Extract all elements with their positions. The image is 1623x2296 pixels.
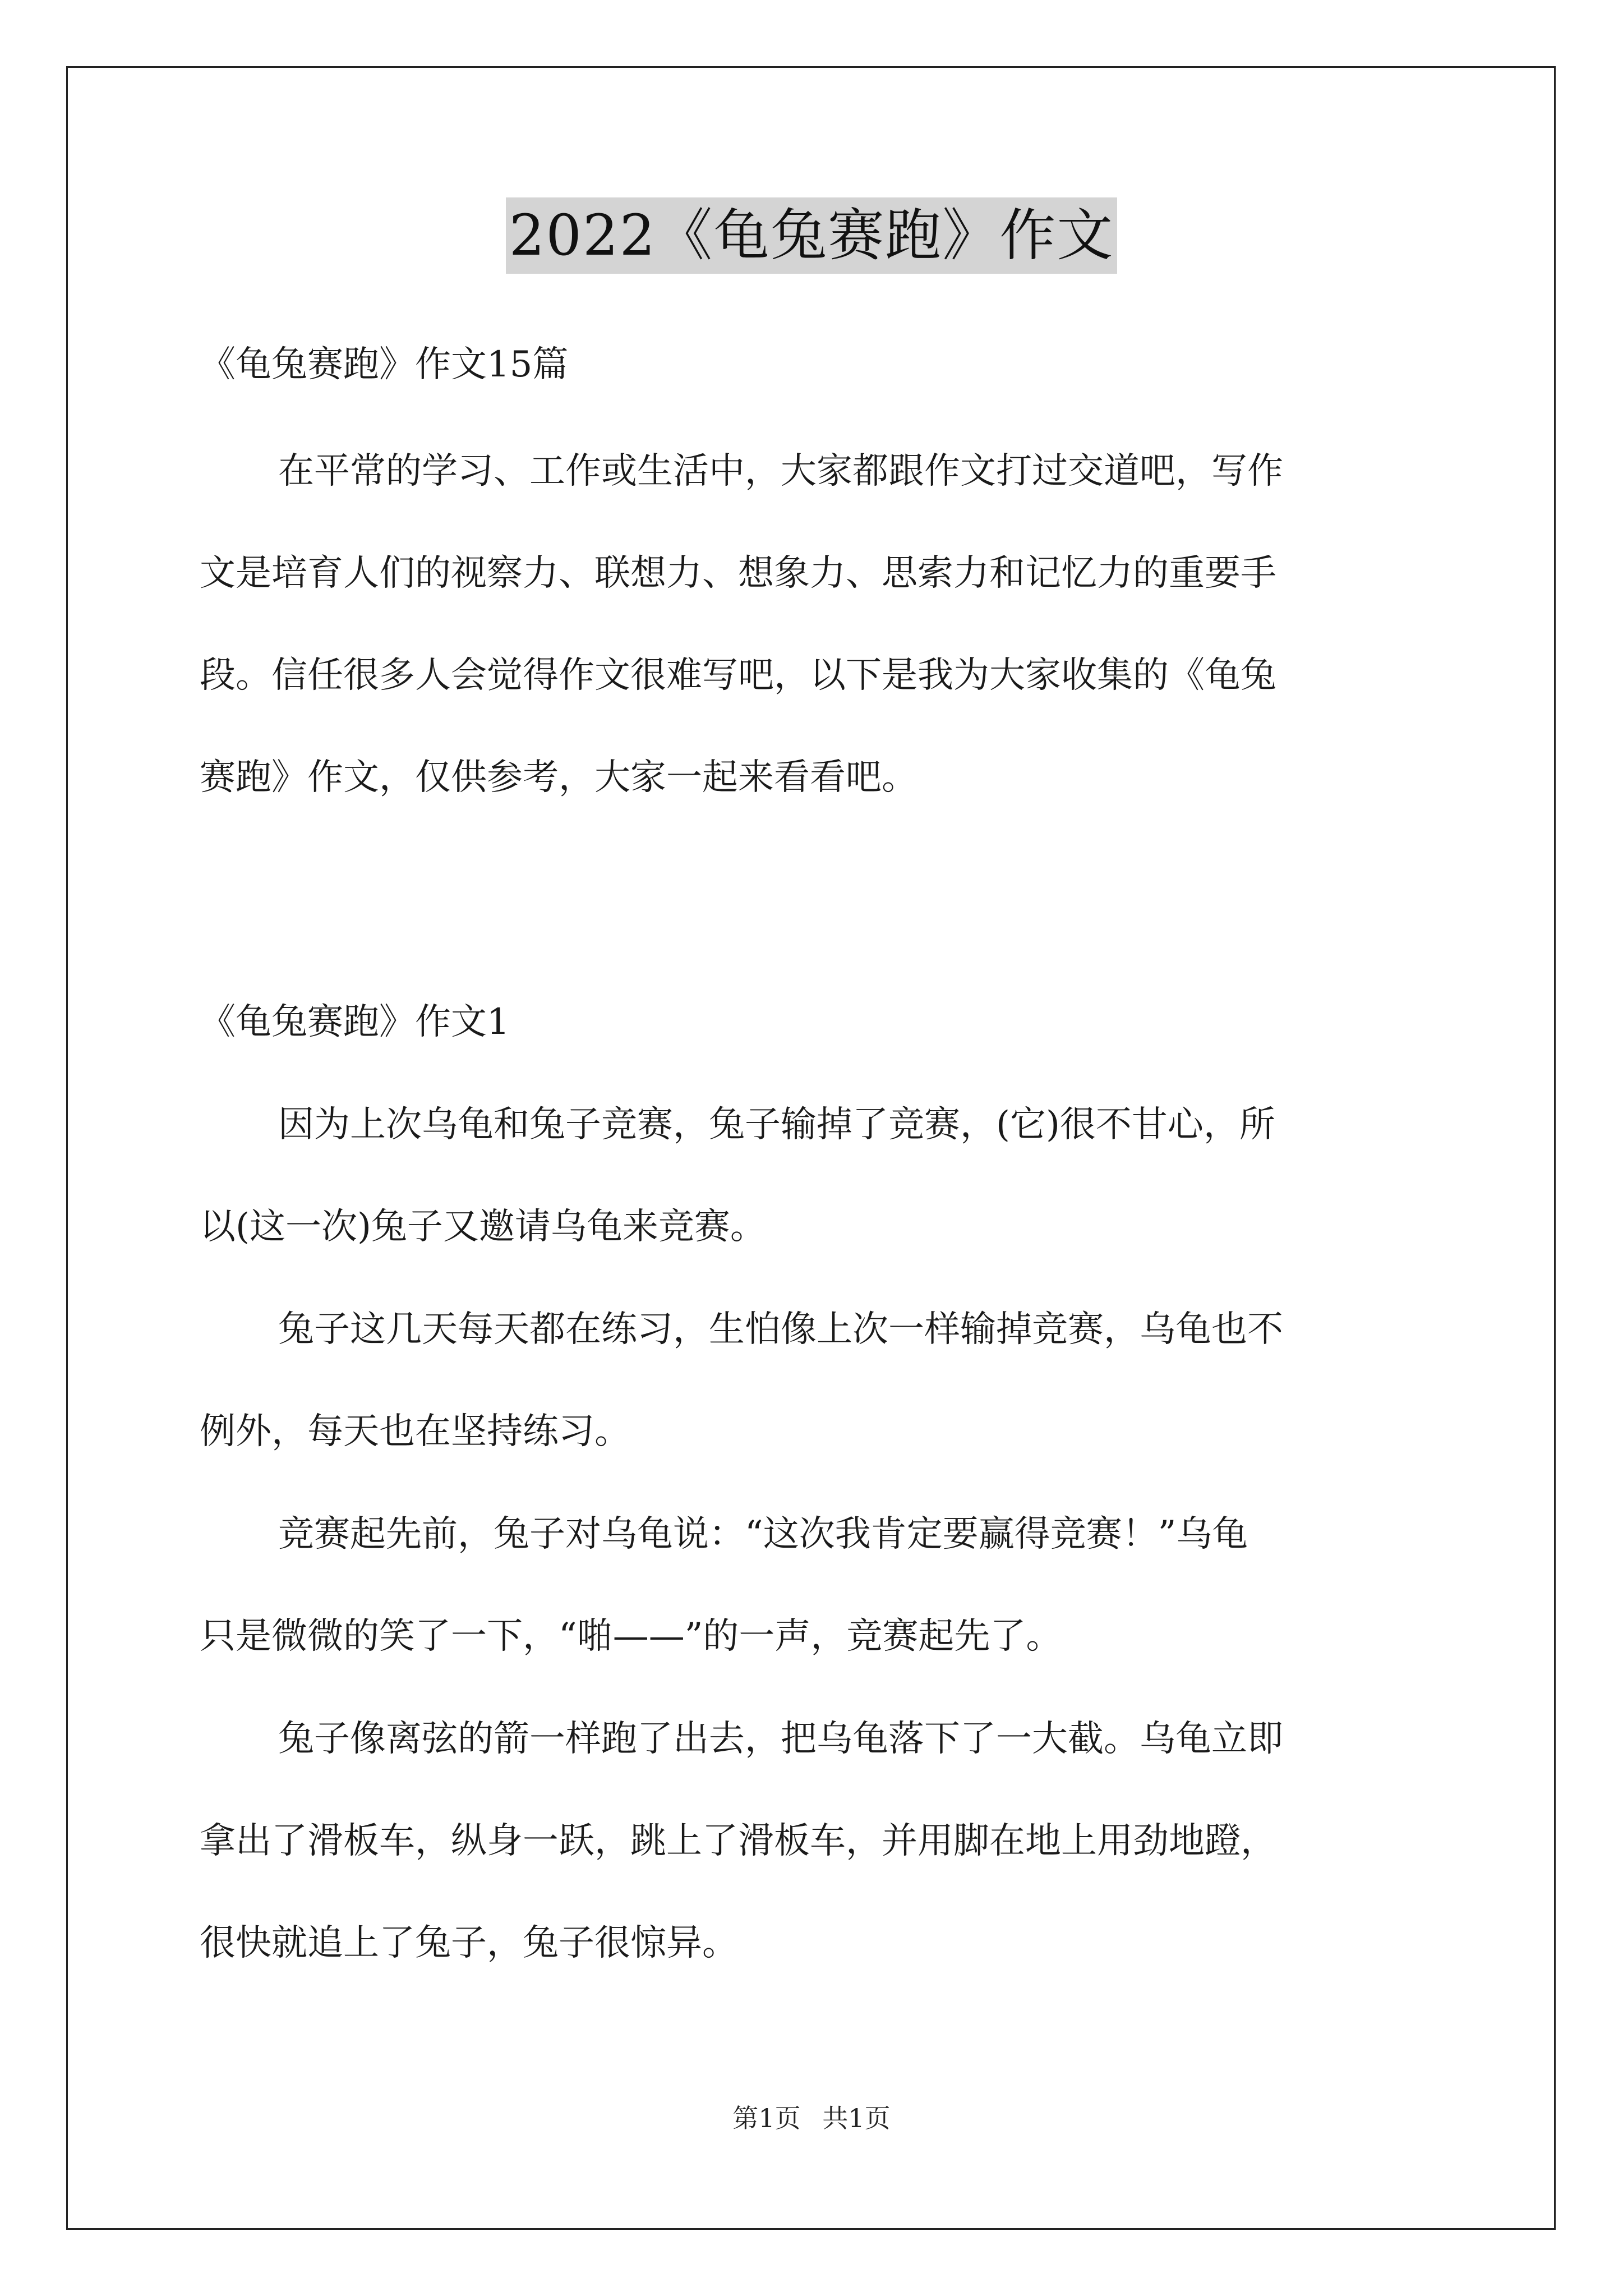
paragraph-line: 例外，每天也在坚持练习。: [200, 1411, 630, 1452]
intro-line: 在平常的学习、工作或生活中，大家都跟作文打过交道吧，写作: [278, 450, 1283, 492]
paragraph-line: 只是微微的笑了一下，“啪——”的一声，竞赛起先了。: [200, 1616, 1062, 1657]
intro-line: 段。信任很多人会觉得作文很难写吧，以下是我为大家收集的《龟兔: [200, 655, 1276, 696]
intro-line: 文是培育人们的视察力、联想力、想象力、思索力和记忆力的重要手: [200, 553, 1276, 594]
title-container: [0, 197, 1623, 274]
section-heading: 《龟兔赛跑》作文1: [200, 1001, 510, 1043]
paragraph-line: 因为上次乌龟和兔子竞赛，兔子输掉了竞赛，(它)很不甘心，所: [278, 1104, 1275, 1145]
paragraph-line: 兔子像离弦的箭一样跑了出去，把乌龟落下了一大截。乌龟立即: [278, 1718, 1283, 1760]
page-footer: [0, 2098, 1623, 2135]
intro-line: 赛跑》作文，仅供参考，大家一起来看看吧。: [200, 757, 917, 798]
subtitle: 《龟兔赛跑》作文15篇: [200, 344, 569, 385]
page-border: [66, 66, 1556, 2230]
page-total: 共1页: [822, 2103, 891, 2133]
paragraph-line: 拿出了滑板车，纵身一跃，跳上了滑板车，并用脚在地上用劲地蹬，: [200, 1820, 1276, 1862]
paragraph-line: 很快就追上了兔子，兔子很惊异。: [200, 1922, 738, 1964]
paragraph-line: 兔子这几天每天都在练习，生怕像上次一样输掉竞赛，乌龟也不: [278, 1309, 1283, 1350]
paragraph-line: 以(这一次)兔子又邀请乌龟来竞赛。: [200, 1206, 766, 1248]
page-number: 第1页: [732, 2103, 801, 2133]
paragraph-line: 竞赛起先前，兔子对乌龟说：“这次我肯定要赢得竞赛！”乌龟: [278, 1513, 1248, 1555]
document-title: 2022《龟兔赛跑》作文: [506, 197, 1118, 274]
